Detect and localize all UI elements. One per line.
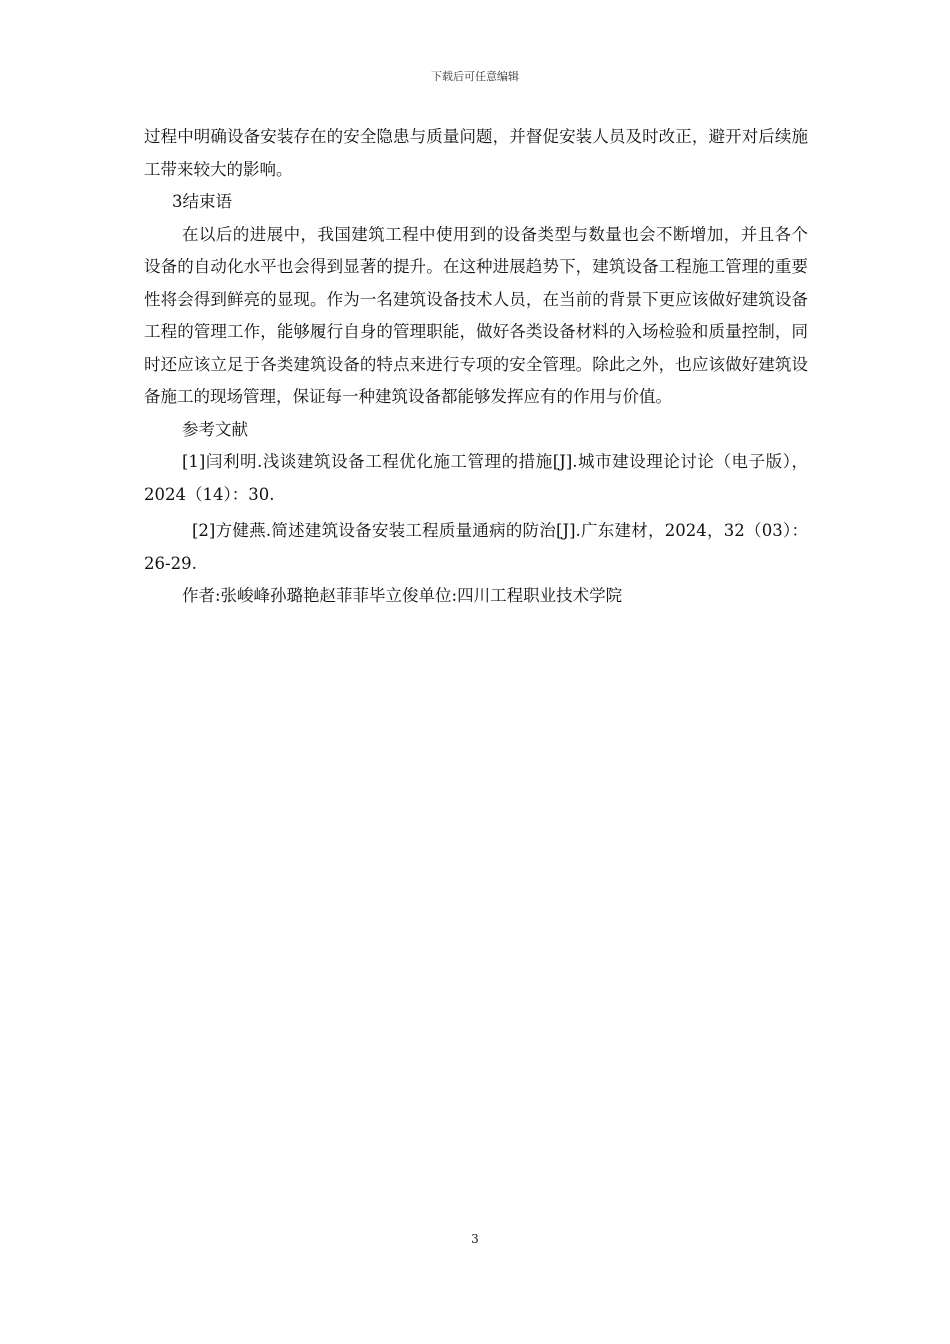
heading-references: 参考文献	[182, 419, 248, 439]
reference-item-2: [2]方健燕.简述建筑设备安装工程质量通病的防治[J].广东建材，2024，32（03）：26-29.	[144, 521, 808, 573]
heading-conclusion: 3结束语	[172, 192, 232, 211]
reference-item-1: [1]闫利明.浅谈建筑设备工程优化施工管理的措施[J].城市建设理论讨论（电子版），2024（14）：30.	[144, 452, 808, 504]
paragraph-conclusion: 在以后的进展中，我国建筑工程中使用到的设备类型与数量也会不断增加，并且各个设备的自动化水平也会得到显著的提升。在这种进展趋势下，建筑设备工程施工管理的重要性将会得到鲜亮的显现。作为一名建筑设备技术人员，在当前的背景下更应该做好建筑设备工程的管理工作，能够履行自身的管理职能，做好各类设备材料的入场检验和质量控制，同时还应该立足于各类建筑设备的特点来进行专项的安全管理。除此之外，也应该做好建筑设备施工的现场管理，保证每一种建筑设备都能够发挥应有的作用与价值。	[144, 224, 808, 406]
document-body	[144, 121, 808, 613]
paragraph-continued: 过程中明确设备安装存在的安全隐患与质量问题，并督促安装人员及时改正，避开对后续施工带来较大的影响。	[144, 127, 808, 179]
author-line: 作者:张峻峰孙璐艳赵菲菲毕立俊单位:四川工程职业技术学院	[182, 586, 623, 605]
page-number: 3	[471, 1232, 479, 1246]
page-header: 下载后可任意编辑	[431, 70, 519, 83]
